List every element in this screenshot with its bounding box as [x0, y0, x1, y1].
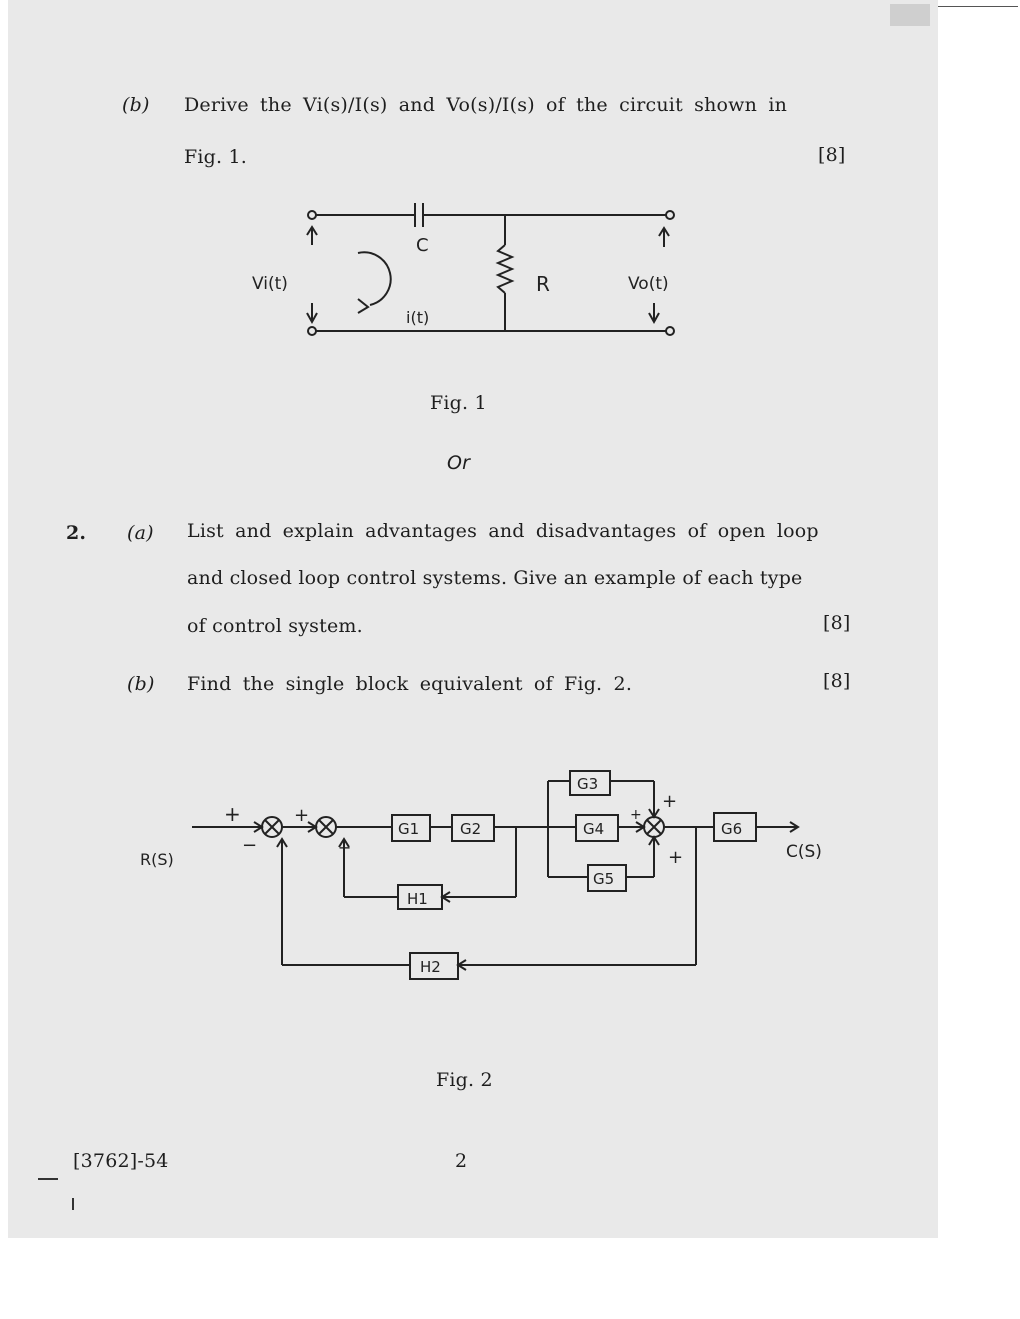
fig2-sign-sum2-plus: +: [294, 805, 310, 826]
fig2-sign-sum3-plus-top: +: [662, 791, 678, 812]
question-2a-label: (a): [127, 522, 154, 544]
question-2b-text: Find the single block equivalent of Fig. 2.: [187, 673, 633, 695]
figure-2-caption: Fig. 2: [436, 1069, 493, 1091]
fig2-block-g6: G6: [721, 820, 743, 838]
fig1-output-label: Vo(t): [628, 274, 669, 294]
figure-1-caption: Fig. 1: [430, 392, 487, 414]
fig2-sign-sum1-plus: +: [224, 802, 241, 826]
question-1b-text: Derive the Vi(s)/I(s) and Vo(s)/I(s) of the circuit shown in: [184, 94, 788, 116]
figure-2-block-diagram: [130, 755, 850, 995]
fig1-resistor-label: R: [536, 272, 550, 296]
question-2-number: 2.: [66, 522, 87, 544]
fig2-block-g5: G5: [593, 870, 615, 888]
figure-1-circuit: [240, 195, 720, 355]
fig1-current-label: i(t): [406, 308, 430, 327]
scan-margin-tick: [72, 1198, 74, 1210]
or-separator: Or: [447, 452, 471, 474]
fig2-block-h2: H2: [420, 958, 441, 976]
fig2-sign-sum3-plus-left: +: [630, 807, 642, 823]
fig2-output-label: C(S): [786, 842, 822, 862]
question-2b-marks: [8]: [823, 670, 851, 692]
question-1b-marks: [8]: [818, 144, 846, 166]
question-2a-marks: [8]: [823, 612, 851, 634]
exam-page: [8, 0, 938, 1238]
question-1b-text-continued: Fig. 1.: [184, 146, 248, 168]
fig2-block-g3: G3: [577, 775, 599, 793]
fig2-block-g2: G2: [460, 820, 482, 838]
scan-margin-mark: [38, 1178, 58, 1180]
question-2a-line-3: of control system.: [187, 615, 363, 637]
question-1b-label: (b): [122, 94, 150, 116]
fig2-sign-sum2-minus: −: [338, 838, 352, 857]
question-2a-line-1: List and explain advantages and disadvantages of open loop: [187, 520, 819, 542]
scan-edge-line: [938, 6, 1018, 7]
fig1-input-label: Vi(t): [252, 274, 288, 294]
fig1-capacitor-label: C: [416, 235, 429, 256]
fig2-sign-sum3-plus-bottom: +: [668, 847, 684, 868]
footer-paper-code: [3762]-54: [73, 1150, 169, 1172]
question-2b-label: (b): [127, 673, 155, 695]
fig2-input-label: R(S): [140, 850, 174, 869]
footer-page-number: 2: [455, 1150, 468, 1172]
scan-corner-mark: [890, 4, 930, 26]
question-2a-line-2: and closed loop control systems. Give an example of each type: [187, 567, 803, 589]
fig2-sign-sum1-minus: −: [242, 835, 258, 856]
fig2-block-h1: H1: [407, 890, 428, 908]
fig2-block-g4: G4: [583, 820, 605, 838]
fig2-block-g1: G1: [398, 820, 420, 838]
